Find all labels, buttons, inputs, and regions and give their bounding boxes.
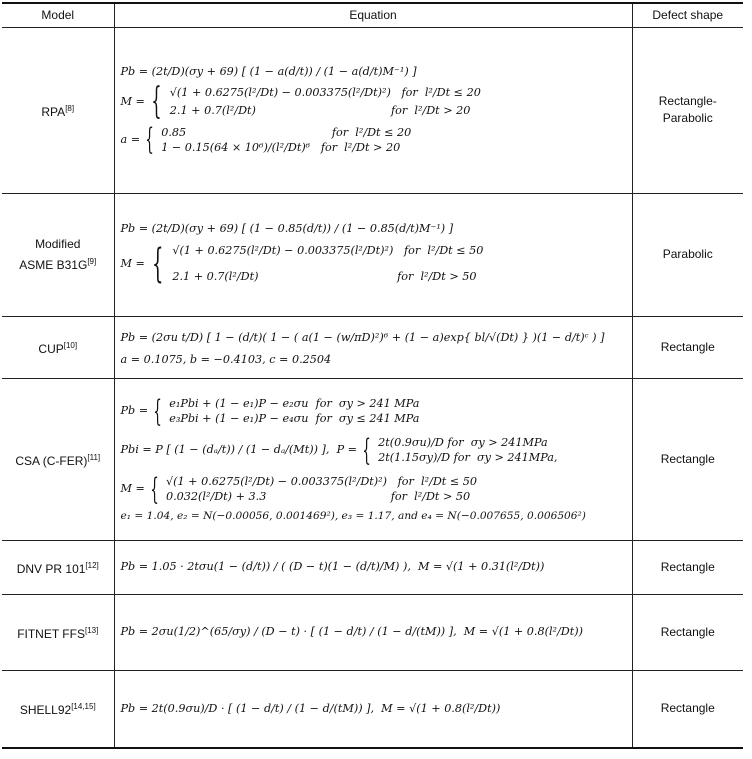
- model-cell: [2, 193, 114, 316]
- model-ref: [9]: [87, 256, 97, 266]
- header-equation: Equation: [114, 3, 632, 27]
- defect-shape-cell: Rectangle: [632, 540, 743, 594]
- table-header-row: [2, 3, 743, 27]
- model-name: CSA (C-FER): [15, 453, 88, 468]
- pb-equation: Pb = (2t/D)(σy + 69) [ (1 − 0.85(d/t)) / (1 − 0.85(d/t)M⁻¹) ]: [120, 221, 454, 235]
- equation-cell: [114, 27, 632, 193]
- model-cell: [2, 378, 114, 540]
- m-case-1: √(1 + 0.6275(l²/Dt) − 0.003375(l²/Dt)²) for l²/Dt ≤ 20: [169, 85, 481, 99]
- pb-equation: Pb = 1.05 · 2tσu(1 − (d/t)) / ( (D − t)(1 − (d/t)/M) ), M = √(1 + 0.31(l²/Dt)): [120, 560, 545, 573]
- defect-shape-cell: [632, 27, 743, 193]
- model-name: RPA: [41, 104, 66, 119]
- pbi-equation: Pbi = P [ (1 − (dₐ/t)) / (1 − dₐ/(Mt)) ], P =: [120, 443, 358, 456]
- model-name: CUP: [38, 341, 64, 356]
- left-brace: {: [145, 122, 154, 157]
- model-cell: [2, 594, 114, 670]
- m-case-1: √(1 + 0.6275(l²/Dt) − 0.003375(l²/Dt)²) for l²/Dt ≤ 50: [172, 243, 484, 257]
- model-ref: [11]: [87, 452, 101, 462]
- model-ref: [12]: [85, 560, 99, 570]
- defect-shape-line-2: Parabolic: [662, 111, 713, 125]
- header-defect-shape: Defect shape: [632, 3, 743, 27]
- model-name-line-2: ASME B31G: [19, 257, 88, 272]
- model-ref: [14,15]: [71, 702, 96, 712]
- pb-label: Pb =: [120, 404, 149, 417]
- table-row-csa-cfer: [2, 378, 743, 540]
- m-label: M =: [120, 256, 145, 270]
- m-cases: [121, 238, 632, 290]
- pbi-p-cases: [121, 433, 632, 468]
- model-cell: [2, 670, 114, 748]
- defect-shape-cell: Parabolic: [632, 193, 743, 316]
- defect-shape-cell: Rectangle: [632, 316, 743, 378]
- m-cases: [121, 81, 632, 122]
- m-case-2: 2.1 + 0.7(l²/Dt) for l²/Dt > 50: [172, 269, 477, 283]
- p-case-2: 2t(1.15σy)/D for σy > 241MPa,: [378, 451, 558, 464]
- model-ref: [10]: [63, 340, 78, 350]
- left-brace: {: [153, 393, 162, 429]
- equation-cell: [114, 594, 632, 670]
- error-terms: e₁ = 1.04, e₂ = N(−0.00056, 0.001469²), e₃ = 1.17, and e₄ = N(−0.007655, 0.006506²): [120, 509, 586, 522]
- model-name-line-1: Modified: [35, 236, 81, 251]
- a-case-1: 0.85 for l²/Dt ≤ 20: [161, 125, 412, 139]
- a-label: a =: [120, 132, 141, 146]
- header-model: Model: [2, 3, 114, 27]
- equation-cell: [114, 540, 632, 594]
- m-case-2: 0.032(l²/Dt) + 3.3 for l²/Dt > 50: [165, 490, 471, 503]
- defect-shape-cell: Rectangle: [632, 670, 743, 748]
- m-label: M =: [120, 482, 145, 495]
- m-case-1: √(1 + 0.6275(l²/Dt) − 0.003375(l²/Dt)²) for l²/Dt ≤ 50: [165, 475, 478, 488]
- table-row-rpa: [2, 27, 743, 193]
- defect-shape-cell: Rectangle: [632, 378, 743, 540]
- table-row-fitnet-ffs: [2, 594, 743, 670]
- pb-cases: [121, 394, 632, 429]
- model-name: DNV PR 101: [16, 561, 86, 576]
- pb-case-2: e₃Pbi + (1 − e₁)P − e₄σu for σy ≤ 241 MPa: [169, 412, 420, 425]
- pipeline-burst-models-table: [2, 2, 743, 749]
- a-case-2: 1 − 0.15(64 × 10⁶)/(l²/Dt)⁶ for l²/Dt > 20: [161, 140, 401, 154]
- equation-cell: [114, 193, 632, 316]
- model-cell: [2, 540, 114, 594]
- model-name: FITNET FFS: [17, 626, 85, 641]
- pb-equation: Pb = 2t(0.9σu)/D · [ (1 − d/t) / (1 − d/(tM)) ], M = √(1 + 0.8(l²/Dt)): [120, 701, 501, 715]
- parameters: a = 0.1075, b = −0.4103, c = 0.2504: [120, 353, 332, 366]
- equation-cell: [114, 378, 632, 540]
- m-cases: [121, 472, 632, 507]
- m-label: M =: [120, 94, 145, 108]
- table-row-dnv-pr-101: [2, 540, 743, 594]
- model-cell: [2, 27, 114, 193]
- equation-cell: [114, 670, 632, 748]
- table-row-modified-asme-b31g: [2, 193, 743, 316]
- p-case-1: 2t(0.9σu)/D for σy > 241MPa: [378, 436, 548, 449]
- defect-shape-cell: Rectangle: [632, 594, 743, 670]
- pb-equation: Pb = 2σu(1/2)^(65/σy) / (D − t) · [ (1 − d/t) / (1 − d/(tM)) ], M = √(1 + 0.8(l²/Dt)): [120, 625, 583, 638]
- pb-equation: Pb = (2t/D)(σy + 69) [ (1 − a(d/t)) / (1 − a(d/t)M⁻¹) ]: [120, 65, 417, 78]
- left-brace: {: [150, 471, 159, 507]
- pb-equation: Pb = (2σu t/D) [ 1 − (d/t)( 1 − ( a(1 − (w/πD)²)⁶ + (1 − a)exp{ bl/√(Dt) } )(1 − d/t)ᶜ ) ]: [120, 331, 605, 344]
- table-row-cup: [2, 316, 743, 378]
- model-ref: [13]: [84, 625, 99, 635]
- pb-case-1: e₁Pbi + (1 − e₁)P − e₂σu for σy > 241 MPa: [169, 397, 420, 410]
- table-row-shell92: [2, 670, 743, 748]
- model-ref: [8]: [65, 103, 75, 113]
- m-case-2: 2.1 + 0.7(l²/Dt) for l²/Dt > 20: [169, 103, 471, 117]
- left-brace: {: [151, 81, 162, 122]
- model-name: SHELL92: [19, 703, 72, 718]
- equation-cell: [114, 316, 632, 378]
- left-brace: {: [362, 432, 371, 468]
- a-cases: [121, 122, 632, 157]
- model-cell: [2, 316, 114, 378]
- left-brace: {: [151, 240, 164, 287]
- defect-shape-line-1: Rectangle-: [658, 94, 717, 108]
